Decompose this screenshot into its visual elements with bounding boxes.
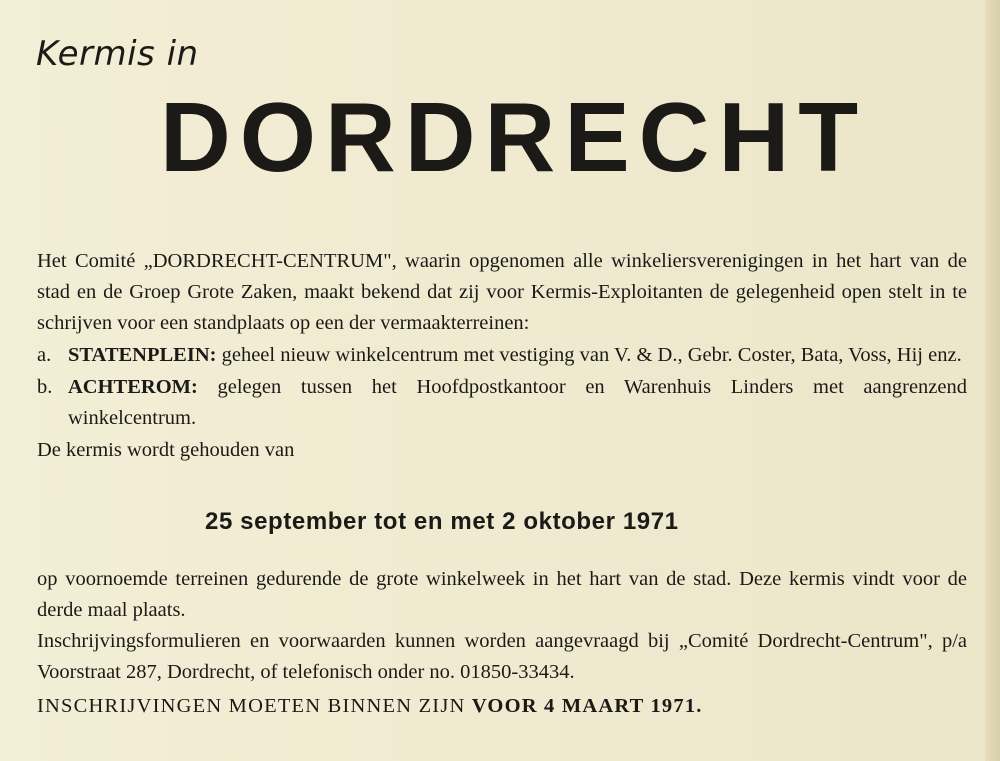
closing-line	[37, 691, 967, 722]
list-marker: b.	[37, 376, 53, 398]
location-name: ACHTEROM:	[68, 376, 198, 398]
announcement-body	[37, 246, 967, 466]
list-item-text	[68, 340, 967, 371]
location-description: geheel nieuw winkelcentrum met vestiging van V. & D., Gebr. Coster, Bata, Voss, Hij enz.	[221, 344, 962, 366]
list-item-statenplein	[37, 340, 967, 371]
closing-prefix: INSCHRIJVINGEN MOETEN BINNEN ZIJN	[37, 695, 466, 717]
intro-paragraph: Het Comité „DORDRECHT-CENTRUM", waarin opgenomen alle winkeliersverenigingen in het hart van de stad en de Groep Grote Zaken, maakt bekend dat zij voor Kermis-Exploitanten de gelegenheid open stelt in te schrijven voor een standplaats op een der vermaakterreinen:	[37, 250, 967, 334]
location-name: STATENPLEIN:	[68, 344, 217, 366]
headline-title: DORDRECHT	[160, 82, 868, 192]
kicker-heading: Kermis in	[36, 34, 199, 74]
list-item-achterom	[37, 372, 967, 434]
held-from-line: De kermis wordt gehouden van	[37, 439, 295, 461]
location-description: gelegen tussen het Hoofdpostkantoor en Warenhuis Linders met aangrenzend winkelcentrum.	[68, 376, 967, 429]
location-note: op voornoemde terreinen gedurende de grote winkelweek in het hart van de stad. Deze kermis vindt voor de derde maal plaats.	[37, 568, 967, 621]
list-marker: a.	[37, 344, 52, 366]
announcement-footer	[37, 564, 967, 722]
list-item-text	[68, 372, 967, 434]
closing-deadline: VOOR 4 MAART 1971.	[471, 695, 703, 717]
page-fold-edge	[985, 0, 1000, 761]
event-dates: 25 september tot en met 2 oktober 1971	[205, 508, 679, 535]
forms-note: Inschrijvingsformulieren en voorwaarden kunnen worden aangevraagd bij „Comité Dordrecht-Centrum", p/a Voorstraat 287, Dordrecht, of telefonisch onder no. 01850-33434.	[37, 630, 967, 683]
